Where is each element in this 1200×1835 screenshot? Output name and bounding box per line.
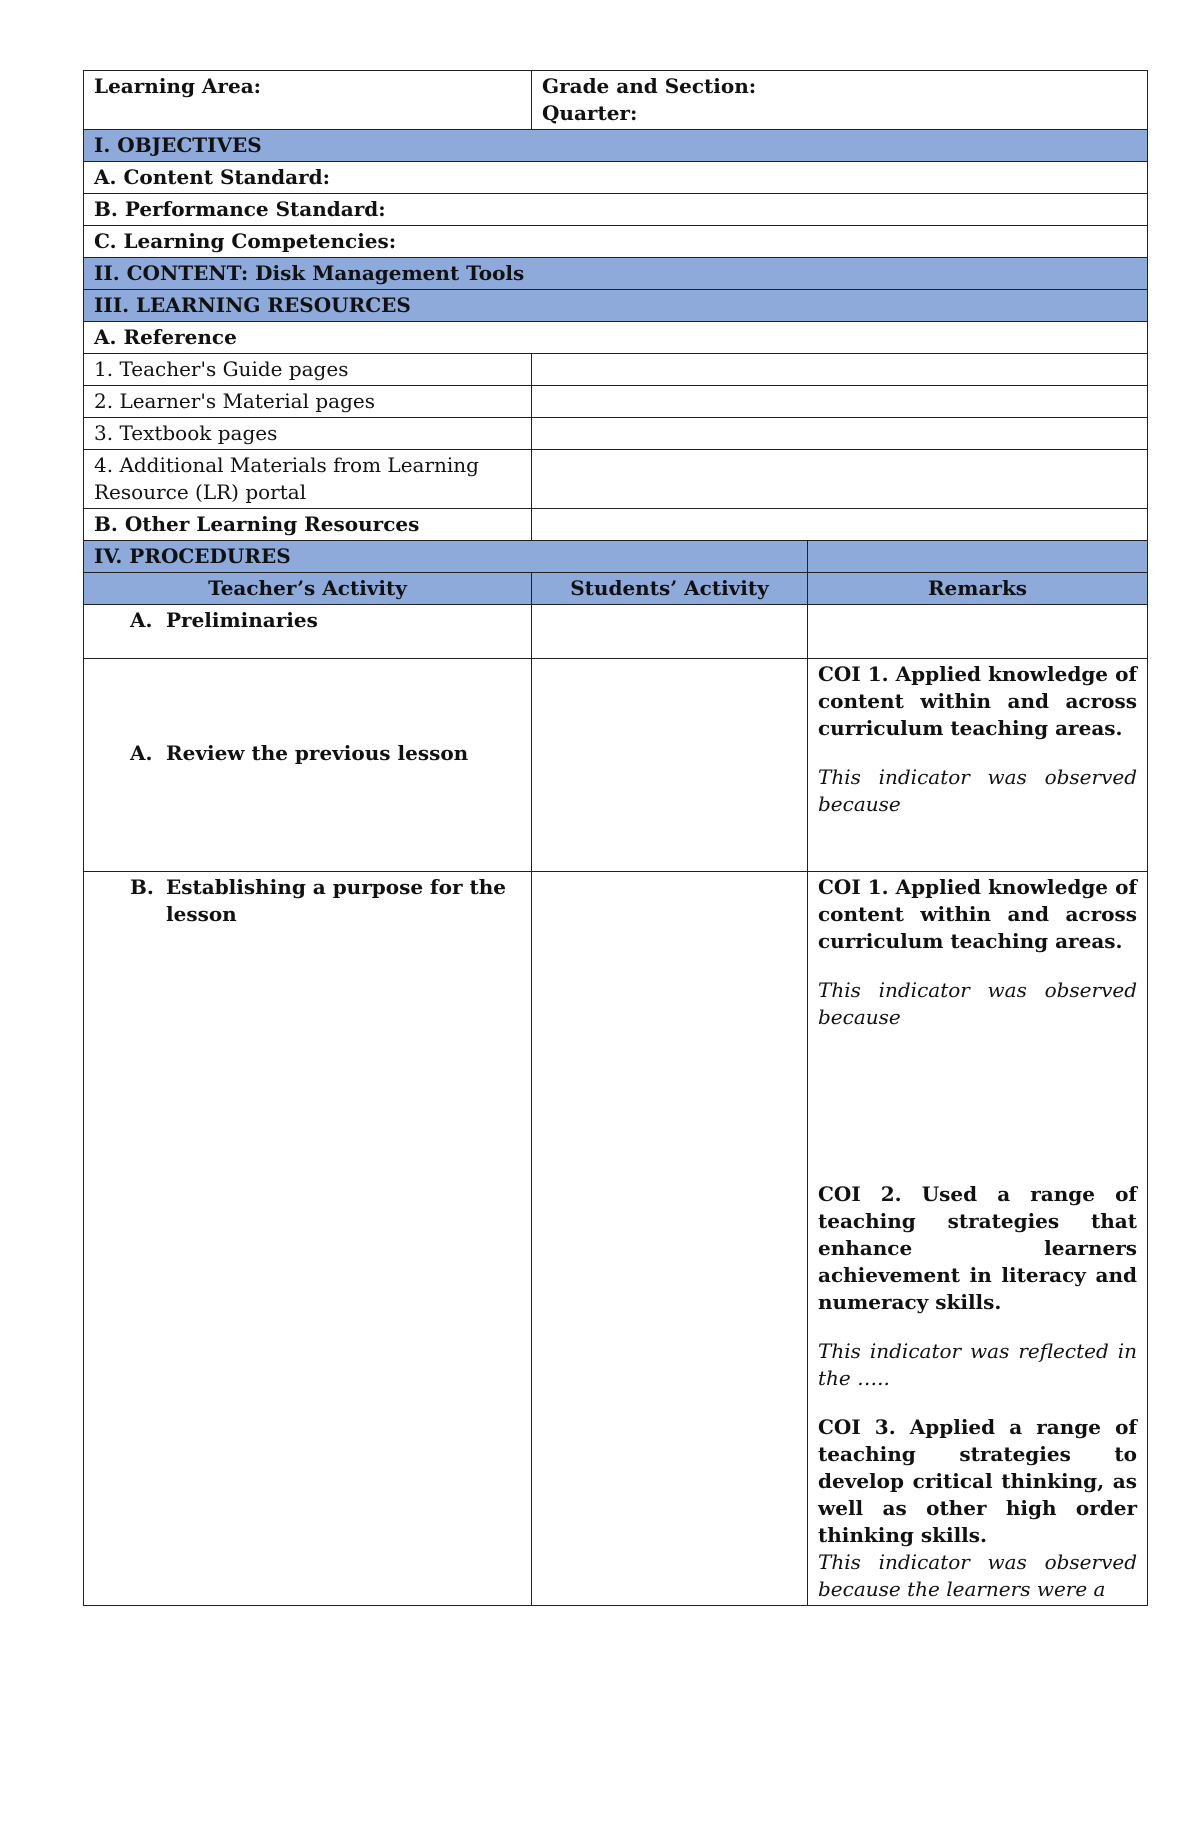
preliminaries-remarks-cell <box>808 605 1148 659</box>
list-item <box>94 874 521 928</box>
reference-label: A. Reference <box>84 322 1148 354</box>
remark-heading: COI 2. Used a range of teaching strategies that enhance learners achievement in literacy and numeracy skills. <box>818 1182 1138 1314</box>
learners-material-label: 2. Learner's Material pages <box>84 386 532 418</box>
review-students-cell <box>532 659 808 872</box>
remark-block <box>818 661 1137 742</box>
resources-title: III. LEARNING RESOURCES <box>84 290 1148 322</box>
list-marker: A. <box>130 608 153 632</box>
teachers-guide-value <box>532 354 1148 386</box>
list-marker: A. <box>130 740 153 765</box>
procedures-title-row <box>84 541 1148 573</box>
other-resources-row <box>84 509 1148 541</box>
remark-note: This indicator was reflected in the ….. <box>818 1339 1138 1390</box>
learning-area-label: Learning Area: <box>94 74 262 98</box>
grade-section-label: Grade and Section: <box>542 74 757 98</box>
list-item <box>94 607 521 634</box>
header-row <box>84 71 1148 130</box>
remark-block <box>818 1181 1137 1316</box>
remarks-header: Remarks <box>808 573 1148 605</box>
textbook-row <box>84 418 1148 450</box>
procedures-column-header-row <box>84 573 1148 605</box>
review-remarks-cell <box>808 659 1148 872</box>
remark-heading: COI 1. Applied knowledge of content within and across curriculum teaching areas. <box>818 875 1138 953</box>
quarter-label: Quarter: <box>542 101 638 125</box>
reference-row <box>84 322 1148 354</box>
learners-material-row <box>84 386 1148 418</box>
objectives-title-row <box>84 130 1148 162</box>
preliminaries-cell <box>84 605 532 659</box>
remark-note: This indicator was observed because <box>818 765 1138 816</box>
preliminaries-students-cell <box>532 605 808 659</box>
teachers-activity-header: Teacher’s Activity <box>84 573 532 605</box>
resources-title-row <box>84 290 1148 322</box>
daily-lesson-log-table <box>83 70 1148 1606</box>
remark-note: This indicator was observed because the learners were a <box>818 1550 1138 1601</box>
remark-heading: COI 1. Applied knowledge of content within and across curriculum teaching areas. <box>818 662 1138 740</box>
textbook-label: 3. Textbook pages <box>84 418 532 450</box>
teachers-guide-label: 1. Teacher's Guide pages <box>84 354 532 386</box>
additional-materials-row <box>84 450 1148 509</box>
learning-competencies-label: C. Learning Competencies: <box>84 226 1148 258</box>
review-row <box>84 659 1148 872</box>
list-marker: B. <box>130 875 154 899</box>
preliminaries-text: Preliminaries <box>166 608 318 632</box>
learning-competencies-row <box>84 226 1148 258</box>
remark-note: This indicator was observed because <box>818 978 1138 1029</box>
list-item <box>94 740 521 767</box>
remark-heading: COI 3. Applied a range of teaching strategies to develop critical thinking, as well as other high order thinking skills. <box>818 1415 1138 1547</box>
learners-material-value <box>532 386 1148 418</box>
teachers-guide-row <box>84 354 1148 386</box>
content-title-row <box>84 258 1148 290</box>
procedures-title: IV. PROCEDURES <box>84 541 808 573</box>
procedures-title-blank <box>808 541 1148 573</box>
remark-block <box>818 874 1137 955</box>
students-activity-header: Students’ Activity <box>532 573 808 605</box>
purpose-remarks-cell <box>808 872 1148 1606</box>
purpose-row <box>84 872 1148 1606</box>
purpose-cell <box>84 872 532 1606</box>
review-cell <box>84 659 532 872</box>
review-text: Review the previous lesson <box>166 740 469 765</box>
purpose-students-cell <box>532 872 808 1606</box>
learning-area-cell <box>84 71 532 130</box>
additional-materials-label: 4. Additional Materials from Learning Resource (LR) portal <box>84 450 532 509</box>
performance-standard-row <box>84 194 1148 226</box>
performance-standard-label: B. Performance Standard: <box>84 194 1148 226</box>
preliminaries-row <box>84 605 1148 659</box>
textbook-value <box>532 418 1148 450</box>
other-resources-label: B. Other Learning Resources <box>84 509 532 541</box>
content-title: II. CONTENT: Disk Management Tools <box>84 258 1148 290</box>
grade-quarter-cell <box>532 71 1148 130</box>
purpose-text: Establishing a purpose for the lesson <box>166 875 506 926</box>
objectives-title: I. OBJECTIVES <box>84 130 1148 162</box>
content-standard-row <box>84 162 1148 194</box>
additional-materials-value <box>532 450 1148 509</box>
content-standard-label: A. Content Standard: <box>84 162 1148 194</box>
other-resources-value <box>532 509 1148 541</box>
